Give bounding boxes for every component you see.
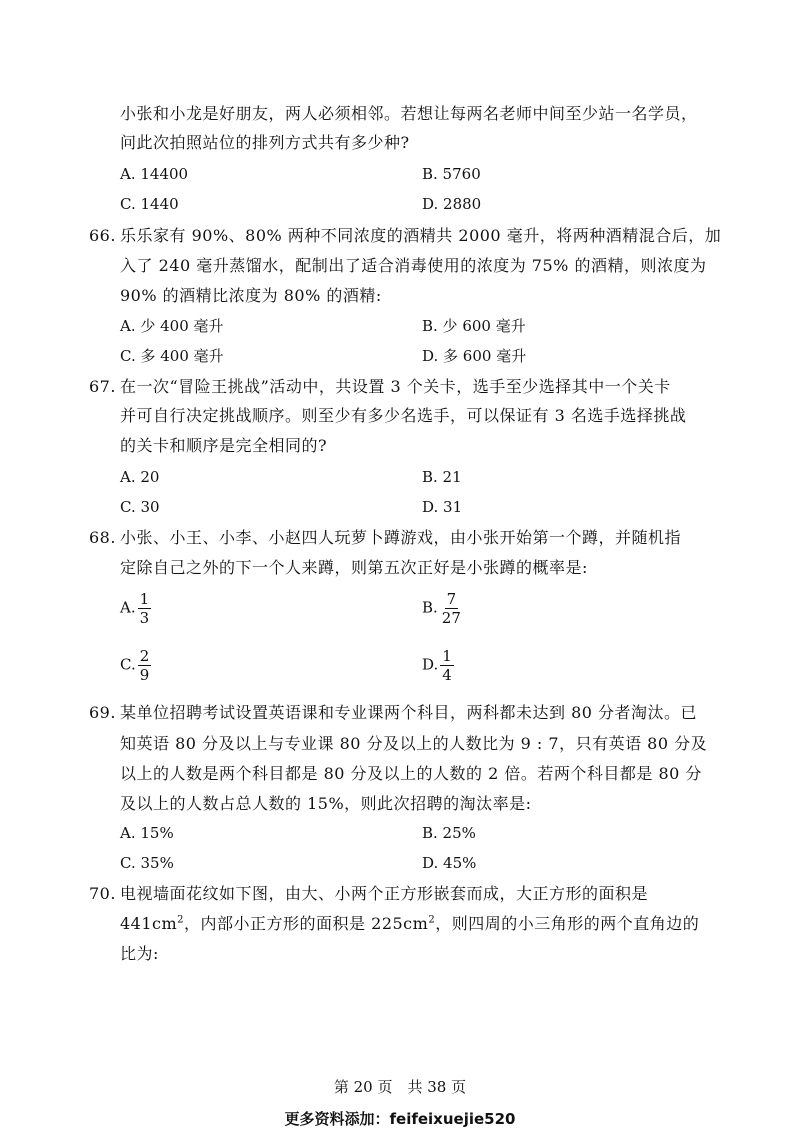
q68-option-a-label: A. — [120, 598, 136, 617]
q68-option-a-fraction — [138, 590, 152, 627]
q65-text-line-2: 问此次拍照站位的排列方式共有多少种? — [120, 133, 410, 152]
q70-text-line-2 — [120, 914, 699, 934]
q66-number: 66. — [89, 226, 116, 245]
q69-text-line-4: 及以上的人数占总人数的 15%，则此次招聘的淘汰率是: — [120, 794, 532, 813]
q69-text-line-2: 知英语 80 分及以上与专业课 80 分及以上的人数比为 9 : 7，只有英语 80 分及 — [120, 734, 708, 753]
fraction-denominator: 9 — [139, 666, 150, 684]
q67-option-d: D. 31 — [422, 498, 463, 516]
q66-text-line-3: 90% 的酒精比浓度为 80% 的酒精: — [120, 286, 382, 305]
q65-option-d: D. 2880 — [422, 195, 482, 213]
q67-line-1 — [89, 377, 671, 397]
q70-text-mid: ，内部小正方形的面积是 225cm — [184, 914, 429, 933]
q70-text-line-1: 电视墙面花纹如下图，由大、小两个正方形嵌套而成，大正方形的面积是 — [120, 884, 649, 903]
q67-text-line-3: 的关卡和顺序是完全相同的? — [120, 436, 328, 455]
q66-option-a: A. 少 400 毫升 — [120, 317, 224, 335]
q68-text-line-1: 小张、小王、小李、小赵四人玩萝卜蹲游戏，由小张开始第一个蹲，并随机指 — [120, 528, 682, 547]
q70-area-large: 441cm — [120, 914, 178, 933]
q65-option-b: B. 5760 — [422, 165, 481, 183]
q67-option-b: B. 21 — [422, 468, 462, 486]
fraction-denominator: 3 — [139, 609, 150, 627]
q68-text-line-2: 定除自己之外的下一个人来蹲，则第五次正好是小张蹲的概率是: — [120, 558, 588, 577]
fraction-numerator: 2 — [139, 647, 150, 665]
q69-option-b: B. 25% — [422, 824, 476, 842]
q68-line-1 — [89, 528, 681, 548]
q68-option-d-fraction — [440, 647, 454, 684]
q69-number: 69. — [89, 703, 116, 722]
q69-option-d: D. 45% — [422, 854, 477, 872]
q67-option-a: A. 20 — [120, 468, 160, 486]
superscript: 2 — [177, 914, 185, 926]
q70-line-1 — [89, 884, 648, 904]
q65-option-c: C. 1440 — [120, 195, 179, 213]
q68-option-b — [422, 590, 463, 627]
fraction-denominator: 4 — [442, 666, 452, 684]
q70-text-line-3: 比为: — [120, 944, 159, 963]
q65-option-a: A. 14400 — [120, 165, 189, 183]
page-number: 第 20 页 共 38 页 — [333, 1078, 467, 1096]
q66-option-d: D. 多 600 毫升 — [422, 347, 527, 365]
q67-text-line-1: 在一次“冒险王挑战”活动中，共设置 3 个关卡，选手至少选择其中一个关卡 — [120, 377, 671, 396]
q68-option-b-label: B. — [422, 598, 438, 617]
q68-option-c-label: C. — [120, 655, 136, 674]
q68-option-c — [120, 647, 151, 684]
q66-option-b: B. 少 600 毫升 — [422, 317, 526, 335]
q67-text-line-2: 并可自行决定挑战顺序。则至少有多少名选手，可以保证有 3 名选手选择挑战 — [120, 406, 687, 425]
q69-option-a: A. 15% — [120, 824, 174, 842]
q67-option-c: C. 30 — [120, 498, 160, 516]
fraction-numerator: 1 — [442, 647, 452, 665]
fraction-numerator: 1 — [139, 590, 150, 608]
q68-option-d-label: D. — [422, 655, 439, 674]
q66-text-line-2: 入了 240 毫升蒸馏水，配制出了适合消毒使用的浓度为 75% 的酒精，则浓度为 — [120, 256, 707, 275]
q67-number: 67. — [89, 377, 116, 396]
q66-text-line-1: 乐乐家有 90%、80% 两种不同浓度的酒精共 2000 毫升，将两种酒精混合后，加 — [120, 226, 722, 245]
q69-line-1 — [89, 703, 697, 723]
superscript: 2 — [428, 914, 436, 926]
q68-option-c-fraction — [138, 647, 152, 684]
q65-text-line-1: 小张和小龙是好朋友，两人必须相邻。若想让每两名老师中间至少站一名学员， — [120, 104, 698, 123]
q66-option-c: C. 多 400 毫升 — [120, 347, 224, 365]
q68-option-b-fraction — [440, 590, 463, 627]
source-watermark: 更多资料添加：feifeixuejie520 — [284, 1110, 516, 1128]
q68-number: 68. — [89, 528, 116, 547]
q66-line-1 — [89, 226, 721, 246]
q69-text-line-3: 以上的人数是两个科目都是 80 分及以上的人数的 2 倍。若两个科目都是 80 分 — [120, 764, 702, 783]
fraction-numerator: 7 — [446, 590, 457, 608]
q70-number: 70. — [89, 884, 116, 903]
q70-text-end: ，则四周的小三角形的两个直角边的 — [435, 914, 700, 933]
q69-text-line-1: 某单位招聘考试设置英语课和专业课两个科目，两科都未达到 80 分者淘汰。已 — [120, 703, 698, 722]
q68-option-a — [120, 590, 151, 627]
q69-option-c: C. 35% — [120, 854, 174, 872]
fraction-denominator: 27 — [441, 609, 461, 627]
q68-option-d — [422, 647, 454, 684]
